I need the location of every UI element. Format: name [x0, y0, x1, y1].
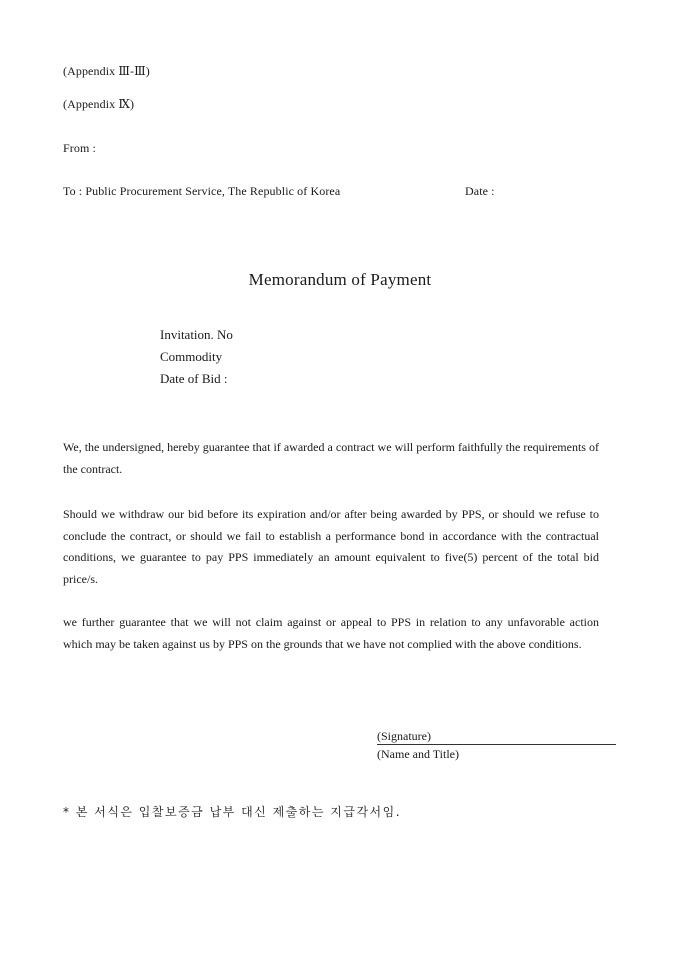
invitation-number-field: Invitation. No [160, 327, 233, 342]
no-claim-paragraph: we further guarantee that we will not claim against or appeal to PPS in relation to any unfavorable action which may be taken against us by PPS on the grounds that we have not complied with the above conditions. [63, 615, 599, 651]
appendix-reference: (Appendix Ⅲ-Ⅲ) [63, 64, 150, 78]
footer-note: * 본 서식은 입찰보증금 납부 대신 제출하는 지급각서임. [63, 805, 402, 819]
commodity-field: Commodity [160, 349, 223, 364]
date-label: Date : [465, 184, 495, 198]
name-and-title-label: (Name and Title) [377, 747, 459, 761]
bid-date-field: Date of Bid : [160, 371, 228, 386]
guarantee-paragraph: We, the undersigned, hereby guarantee that if awarded a contract we will perform faithfully the requirements of the contract. [63, 440, 599, 476]
to-line: To : Public Procurement Service, The Republic of Korea [63, 184, 341, 198]
signature-block [377, 729, 616, 761]
appendix-reference-secondary: (Appendix Ⅸ) [63, 97, 135, 111]
from-line: From : [63, 141, 96, 155]
withdrawal-paragraph: Should we withdraw our bid before its expiration and/or after being awarded by PPS, or should we refuse to conclude the contract, or should we fail to establish a performance bond in accordance with the contractual conditions, we guarantee to pay PPS immediately an amount equivalent to five(5) percent of the total bid price/s. [63, 507, 599, 586]
document-title: Memorandum of Payment [248, 270, 432, 289]
signature-line: (Signature) [377, 729, 616, 745]
